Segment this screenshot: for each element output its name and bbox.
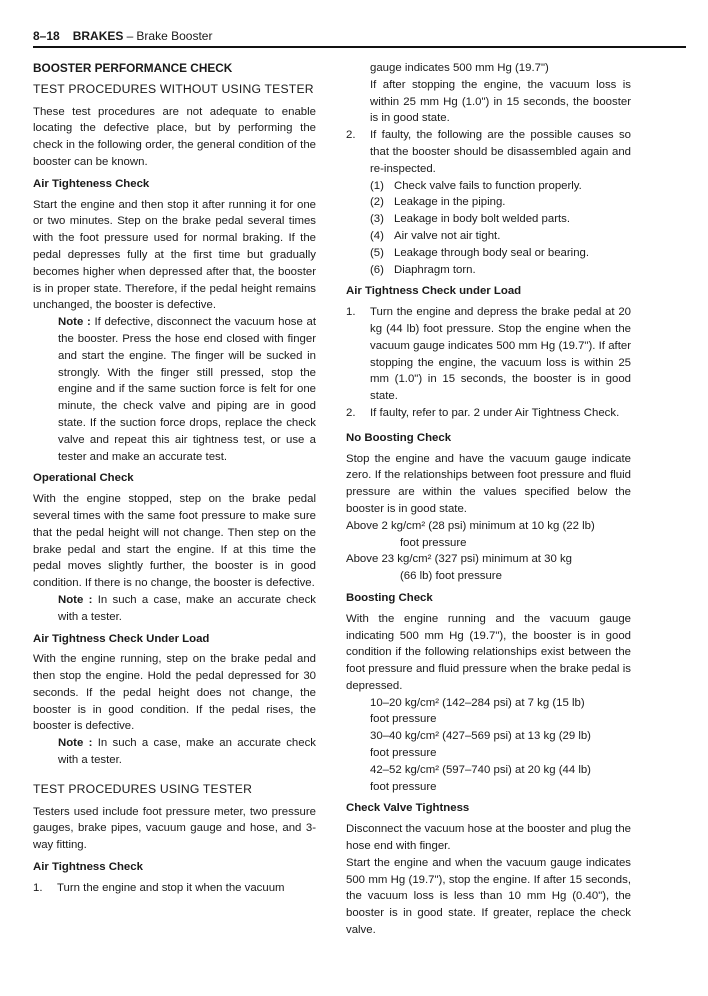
boost-spec-1: 10–20 kg/cm² (142–284 psi) at 7 kg (15 lb) foot pressure	[370, 696, 585, 726]
boosting-paragraph: With the engine running and the vacuum gauge indicating 500 mm Hg (19.7"), the booster is in good condition if the following relationships exist between the foot pressure and fluid pressure when the brake pedal is depressed.	[346, 612, 631, 692]
subsection-title: Brake Booster	[136, 29, 213, 43]
air-tighteness-paragraph: Start the engine and then stop it after running it for one or two minutes. Step on the brake pedal several times with the foot pressure used for normal braking. If the pedal depresses fully at the first time but gradually becomes higher when depressed after that, the booster is in proper state. Therefore, if the pedal height remains unchanged, the booster is defective.	[33, 198, 316, 312]
note-text: In such a case, make an accurate check with a tester.	[58, 737, 316, 767]
check-valve-paragraph-1: Disconnect the vacuum hose at the booster and plug the hose end with finger.	[346, 823, 631, 853]
left-column	[33, 60, 316, 897]
operational-heading: Operational Check	[33, 472, 134, 485]
header-dash: –	[126, 29, 134, 43]
no-boosting-heading: No Boosting Check	[346, 431, 452, 444]
list-item: (5) Leakage through body seal or bearing.	[370, 246, 590, 259]
page-header	[33, 28, 686, 46]
boost-spec-3: 42–52 kg/cm² (597–740 psi) at 20 kg (44 lb) foot pressure	[370, 763, 591, 793]
no-boost-spec-1: Above 2 kg/cm² (28 psi) minimum at 10 kg (22 lb) foot pressure	[346, 519, 595, 549]
note-defective	[33, 314, 316, 465]
list-item: (2) Leakage in the piping.	[370, 196, 506, 209]
step-1-result: If after stopping the engine, the vacuum loss is within 25 mm Hg (1.0") in 15 seconds, the booster is in good state.	[370, 78, 631, 125]
intro-paragraph: These test procedures are not adequate to enable locating the defective place, but by performing the check in the following order, the general condition of the booster can be known.	[33, 105, 316, 168]
header-rule	[33, 46, 686, 48]
operational-paragraph: With the engine stopped, step on the brake pedal several times with the same foot pressure to make sure that the pedal height will not change. Then step on the brake pedal and start the engine. If at this time the pedal moves slightly further, the booster is in good condition. If there is no change, the booster is defective.	[33, 493, 316, 590]
right-column	[346, 60, 631, 939]
step-1-continuation: gauge indicates 500 mm Hg (19.7")	[370, 62, 549, 74]
under-load-tester-heading: Air Tightness Check under Load	[346, 285, 522, 298]
list-item: (3) Leakage in body bolt welded parts.	[370, 213, 571, 226]
note-text: If defective, disconnect the vacuum hose at the booster. Press the hose end closed with finger and start the engine. The finger will be sucked in strongly. With the finger still pressed, stop the engine and if the same suction force is felt for one minute, the check valve and piping are in good state. If the suction force drops, replace the check valve and repeat this air tightness test, or use a tester and make an accurate test.	[58, 316, 316, 463]
possible-causes-list	[346, 178, 631, 279]
list-item: (6) Diaphragm torn.	[370, 263, 476, 276]
note-label: Note :	[58, 737, 93, 750]
air-tighteness-heading: Air Tighteness Check	[33, 177, 150, 190]
step-text: If faulty, the following are the possible causes so that the booster should be disassembled again and re-inspected.	[370, 129, 631, 175]
load-step-2	[346, 405, 631, 422]
step-2	[346, 127, 631, 177]
page-number: 8–18	[33, 29, 60, 43]
load-step-1	[346, 304, 631, 405]
using-tester-heading: TEST PROCEDURES USING TESTER	[33, 781, 253, 796]
note-label: Note :	[58, 316, 91, 329]
step-text: Turn the engine and depress the brake pedal at 20 kg (44 lb) foot pressure. Stop the engine when the vacuum gauge indicates 500 mm Hg (19.7"). If after stopping the engine, the vacuum loss is within 25 mm (1.0") in 15 seconds, the booster is in good state.	[370, 306, 631, 403]
note-under-load	[33, 735, 316, 769]
step-text: Turn the engine and stop it when the vacuum	[57, 881, 285, 894]
note-operational	[33, 592, 316, 626]
performance-check-heading: BOOSTER PERFORMANCE CHECK	[33, 61, 233, 75]
step-number: 2.	[346, 129, 356, 142]
no-boosting-paragraph: Stop the engine and have the vacuum gauge indicate zero. If the relationships between foot pressure and fluid pressure are within the values specified below the booster is in good state.	[346, 452, 631, 515]
check-valve-paragraph-2: Start the engine and when the vacuum gauge indicates 500 mm Hg (19.7"), stop the engine. If after 15 seconds, the vacuum loss is less than 10 mm Hg (0.40"), the booster is in good state. If greater, replace the check valve.	[346, 856, 631, 937]
note-text: In such a case, make an accurate check with a tester.	[58, 593, 316, 623]
step-number: 1.	[346, 306, 356, 319]
without-tester-heading: TEST PROCEDURES WITHOUT USING TESTER	[33, 81, 314, 96]
under-load-heading: Air Tightness Check Under Load	[33, 632, 210, 645]
note-label: Note :	[58, 593, 93, 606]
step-text: If faulty, refer to par. 2 under Air Tightness Check.	[370, 406, 620, 419]
boost-spec-2: 30–40 kg/cm² (427–569 psi) at 13 kg (29 lb) foot pressure	[370, 730, 591, 760]
step-1	[33, 880, 316, 897]
check-valve-heading: Check Valve Tightness	[346, 802, 470, 815]
section-title: BRAKES	[72, 29, 124, 43]
list-item: (4) Air valve not air tight.	[370, 229, 501, 242]
list-item: (1) Check valve fails to function properly.	[370, 179, 582, 192]
step-number: 1.	[33, 881, 43, 894]
under-load-paragraph: With the engine running, step on the brake pedal and then stop the engine. Hold the pedal depressed for 30 seconds. If the pedal height does not change, the booster is in good condition. If the pedal rises, the booster is defective.	[33, 653, 316, 733]
step-number: 2.	[346, 406, 356, 419]
no-boost-spec-2: Above 23 kg/cm² (327 psi) minimum at 30 kg (66 lb) foot pressure	[346, 553, 573, 583]
air-tightness-tester-heading: Air Tightness Check	[33, 861, 143, 874]
boosting-heading: Boosting Check	[346, 591, 433, 604]
testers-paragraph: Testers used include foot pressure meter, two pressure gauges, brake pipes, vacuum gauge and hose, and 3-way fitting.	[33, 805, 316, 852]
